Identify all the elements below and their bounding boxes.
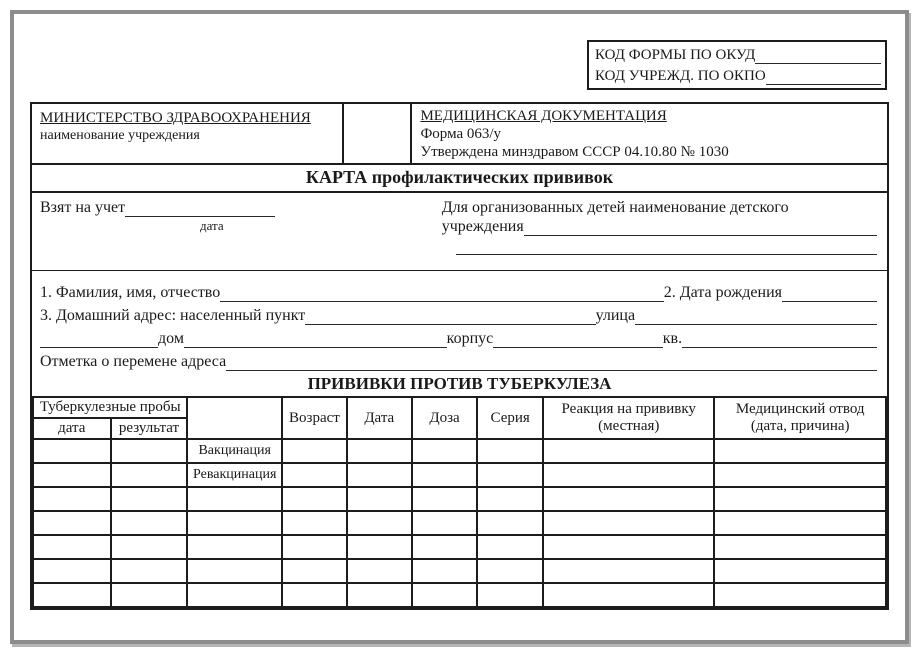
full-name-field[interactable] [220,299,663,302]
cell[interactable] [282,487,347,511]
table-row-revaccination [33,463,886,487]
street-field[interactable] [635,322,877,325]
cell[interactable] [187,511,282,535]
cell[interactable] [111,583,188,607]
meddoc-cell [412,104,887,163]
ministry-cell [32,104,344,163]
okud-label: КОД ФОРМЫ ПО ОКУД [595,47,756,63]
cell[interactable] [412,583,478,607]
form-body [30,102,889,610]
personal-section [32,271,887,373]
cell[interactable] [347,559,412,583]
taken-date-field[interactable] [125,214,275,217]
cell[interactable] [412,535,478,559]
code-box [587,40,887,90]
cell[interactable] [111,559,188,583]
cell[interactable] [543,535,714,559]
cell[interactable] [33,487,111,511]
cell[interactable] [347,511,412,535]
taken-date-hint: дата [200,218,224,233]
street-label: улица [595,307,636,324]
okpo-field[interactable] [766,82,881,85]
cell[interactable] [477,535,543,559]
house-label: дом [158,330,184,347]
registration-left [40,199,442,270]
cell[interactable] [714,439,886,463]
ministry-title: МИНИСТЕРСТВО ЗДРАВООХРАНЕНИЯ [40,110,311,126]
address-change-field[interactable] [226,368,877,371]
cell[interactable] [543,511,714,535]
cell[interactable] [714,559,886,583]
cell[interactable] [543,487,714,511]
tb-test-result-header: результат [111,418,188,439]
cell[interactable] [187,559,282,583]
reaction-header: Реакция на прививку (местная) [543,397,714,439]
cell[interactable] [477,463,543,487]
cell[interactable] [477,439,543,463]
cell[interactable] [33,439,111,463]
cell[interactable] [412,439,478,463]
cell[interactable] [347,535,412,559]
cell[interactable] [347,487,412,511]
meddoc-title: МЕДИЦИНСКАЯ ДОКУМЕНТАЦИЯ [420,108,667,124]
cell[interactable] [714,487,886,511]
table-row [33,487,886,511]
cell[interactable] [111,511,188,535]
cell[interactable] [282,511,347,535]
institution-name-field[interactable] [524,233,877,236]
taken-label: Взят на учет [40,199,126,216]
form-page [10,10,909,644]
cell[interactable] [477,559,543,583]
age-header: Возраст [282,397,347,439]
cell[interactable] [714,583,886,607]
cell[interactable] [347,463,412,487]
building-field[interactable] [493,345,662,348]
cell[interactable] [111,535,188,559]
cell[interactable] [33,511,111,535]
org-children-line1: Для организованных детей наименование детского [441,199,789,216]
address-change-label: Отметка о перемене адреса [40,353,227,370]
table-row [33,559,886,583]
okpo-label: КОД УЧРЕЖД. ПО ОКПО [595,68,766,84]
okud-field[interactable] [755,61,881,64]
apt-label: кв. [662,330,683,347]
home-address-label: 3. Домашний адрес: населенный пункт [40,307,306,324]
cell[interactable] [412,559,478,583]
cell[interactable] [412,487,478,511]
birth-date-label: 2. Дата рождения [663,284,782,301]
table-row-vaccination [33,439,886,463]
tb-section-title: ПРИВИВКИ ПРОТИВ ТУБЕРКУЛЕЗА [307,374,612,393]
cell[interactable] [282,535,347,559]
cell[interactable] [543,583,714,607]
vaccination-row-label: Вакцинация [187,439,282,463]
approved-note: Утверждена минздравом СССР 04.10.80 № 1030 [420,144,729,160]
series-header: Серия [477,397,543,439]
cell[interactable] [111,439,188,463]
registration-section [32,193,887,271]
cell[interactable] [714,511,886,535]
ministry-hint: наименование учреждения [40,128,200,143]
birth-date-field[interactable] [782,299,877,302]
cell[interactable] [714,463,886,487]
cell[interactable] [282,439,347,463]
page-title: КАРТА профилактических прививок [32,165,887,193]
cell[interactable] [477,511,543,535]
table-row [33,535,886,559]
cell[interactable] [543,463,714,487]
date-header: Дата [347,397,412,439]
table-row [33,511,886,535]
vaccine-type-header [187,397,282,439]
cell[interactable] [33,583,111,607]
cell[interactable] [477,583,543,607]
institution-name-field-2[interactable] [456,252,877,255]
cell[interactable] [282,583,347,607]
cell[interactable] [33,535,111,559]
cell[interactable] [282,559,347,583]
tb-test-date-header: дата [33,418,111,439]
tb-vaccination-table [32,396,887,608]
street-field-2[interactable] [40,345,158,348]
cell[interactable] [33,559,111,583]
tb-tests-header: Туберкулезные пробы [33,397,187,418]
registration-right [442,199,877,270]
house-field[interactable] [184,345,447,348]
cell[interactable] [714,535,886,559]
settlement-field[interactable] [305,322,595,325]
medical-exemption-header: Медицинский отвод (дата, причина) [714,397,886,439]
cell[interactable] [282,463,347,487]
form-number: Форма 063/у [420,126,502,142]
org-children-line2-label: учреждения [441,218,524,235]
dose-header: Доза [412,397,478,439]
apt-field[interactable] [682,345,877,348]
cell[interactable] [347,583,412,607]
header-band [32,104,887,165]
cell[interactable] [111,463,188,487]
cell[interactable] [187,535,282,559]
cell[interactable] [33,463,111,487]
cell[interactable] [543,559,714,583]
table-row [33,583,886,607]
cell[interactable] [111,487,188,511]
cell[interactable] [187,583,282,607]
revaccination-row-label: Ревакцинация [187,463,282,487]
cell[interactable] [187,487,282,511]
header-spacer-cell [344,104,412,163]
name-label: 1. Фамилия, имя, отчество [40,284,221,301]
cell[interactable] [347,439,412,463]
building-label: корпус [446,330,494,347]
cell[interactable] [412,463,478,487]
cell[interactable] [543,439,714,463]
cell[interactable] [412,511,478,535]
cell[interactable] [477,487,543,511]
